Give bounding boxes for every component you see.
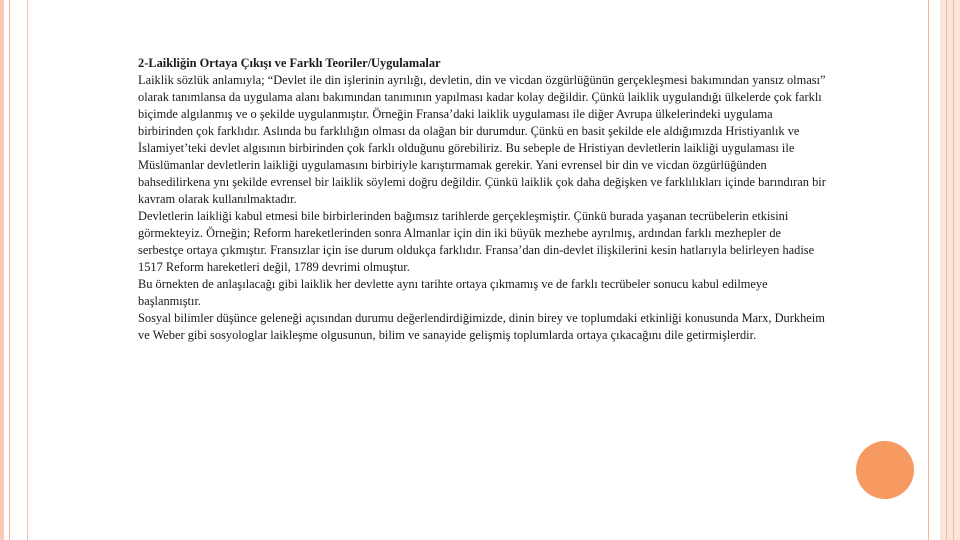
right-band-decoration bbox=[940, 0, 960, 540]
paragraph-1: Laiklik sözlük anlamıyla; “Devlet ile din işlerinin ayrılığı, devletin, din ve vicdan özgürlüğünün gerçekleşmesi bakımından yansız olması” olarak tanımlansa da uygulama alanı bakımından tanımının yapılması kadar kolay değildir. Çünkü laiklik uygulandığı ülkelerde çok farklı biçimde algılanmış ve o şekilde uygulanmıştır. Örneğin Fransa’daki laiklik uygulaması ile diğer Avrupa ülkelerindeki uygulama birbirinden çok farklıdır. Aslında bu farklılığın olması da olağan bir durumdur. Çünkü en basit şekilde ele aldığımızda Hristiyanlık ve İslamiyet’teki devlet algısının birbirinden çok farklı olduğunu görebiliriz. Bu sebeple de Hristiyan devletlerin laikliği uygulaması ile Müslümanlar devletlerin laikliği uygulamasını birbiriyle karıştırmamak gerekir. Yani evrensel bir din ve vicdan özgürlüğünden bahsedilirkena ynı şekilde evrensel bir laiklik söylemi doğru değildir. Çünkü laiklik çok daha değişken ve farklılıkları içinde barındıran bir kavram olarak kullanılmaktadır. bbox=[138, 73, 826, 206]
right-line-decoration bbox=[928, 0, 929, 540]
left-line-decoration-inner bbox=[27, 0, 28, 540]
paragraph-2: Devletlerin laikliği kabul etmesi bile birbirlerinden bağımsız tarihlerde gerçekleşmiştir. Çünkü burada yaşanan tecrübelerin etkisini görmekteyiz. Örneğin; Reform hareketlerinden sonra Almanlar için din iki büyük mezhebe ayrılmış, ardından farklı mezhepler de serbestçe ortaya çıkmıştır. Fransızlar için ise durum oldukça farklıdır. Fransa’dan din-devlet ilişkilerini kesin hatlarıyla belirleyen hadise 1517 Reform hareketleri değil, 1789 devrimi olmuştur. bbox=[138, 209, 815, 274]
left-stripe-decoration bbox=[0, 0, 4, 540]
paragraph-3: Bu örnekten de anlaşılacağı gibi laiklik her devlette aynı tarihte ortaya çıkmamış ve de farklı tecrübeler sonucu kabul edilmeye başlanmıştır. bbox=[138, 277, 768, 308]
left-line-decoration bbox=[9, 0, 10, 540]
paragraph-4: Sosyal bilimler düşünce geleneği açısından durumu değerlendirdiğimizde, dinin birey ve toplumdaki etkinliği konusunda Marx, Durkheim ve Weber gibi sosyologlar laikleşme olgusunun, bilim ve sanayide gelişmiş toplumlarda ortaya çıkacağını dile getirmişlerdir. bbox=[138, 311, 825, 342]
section-heading: 2-Laikliğin Ortaya Çıkışı ve Farklı Teoriler/Uygulamalar bbox=[138, 56, 441, 70]
right-band-line-1 bbox=[946, 0, 947, 540]
right-band-line-2 bbox=[953, 0, 954, 540]
orange-circle-decoration bbox=[856, 441, 914, 499]
slide-content bbox=[138, 55, 828, 344]
